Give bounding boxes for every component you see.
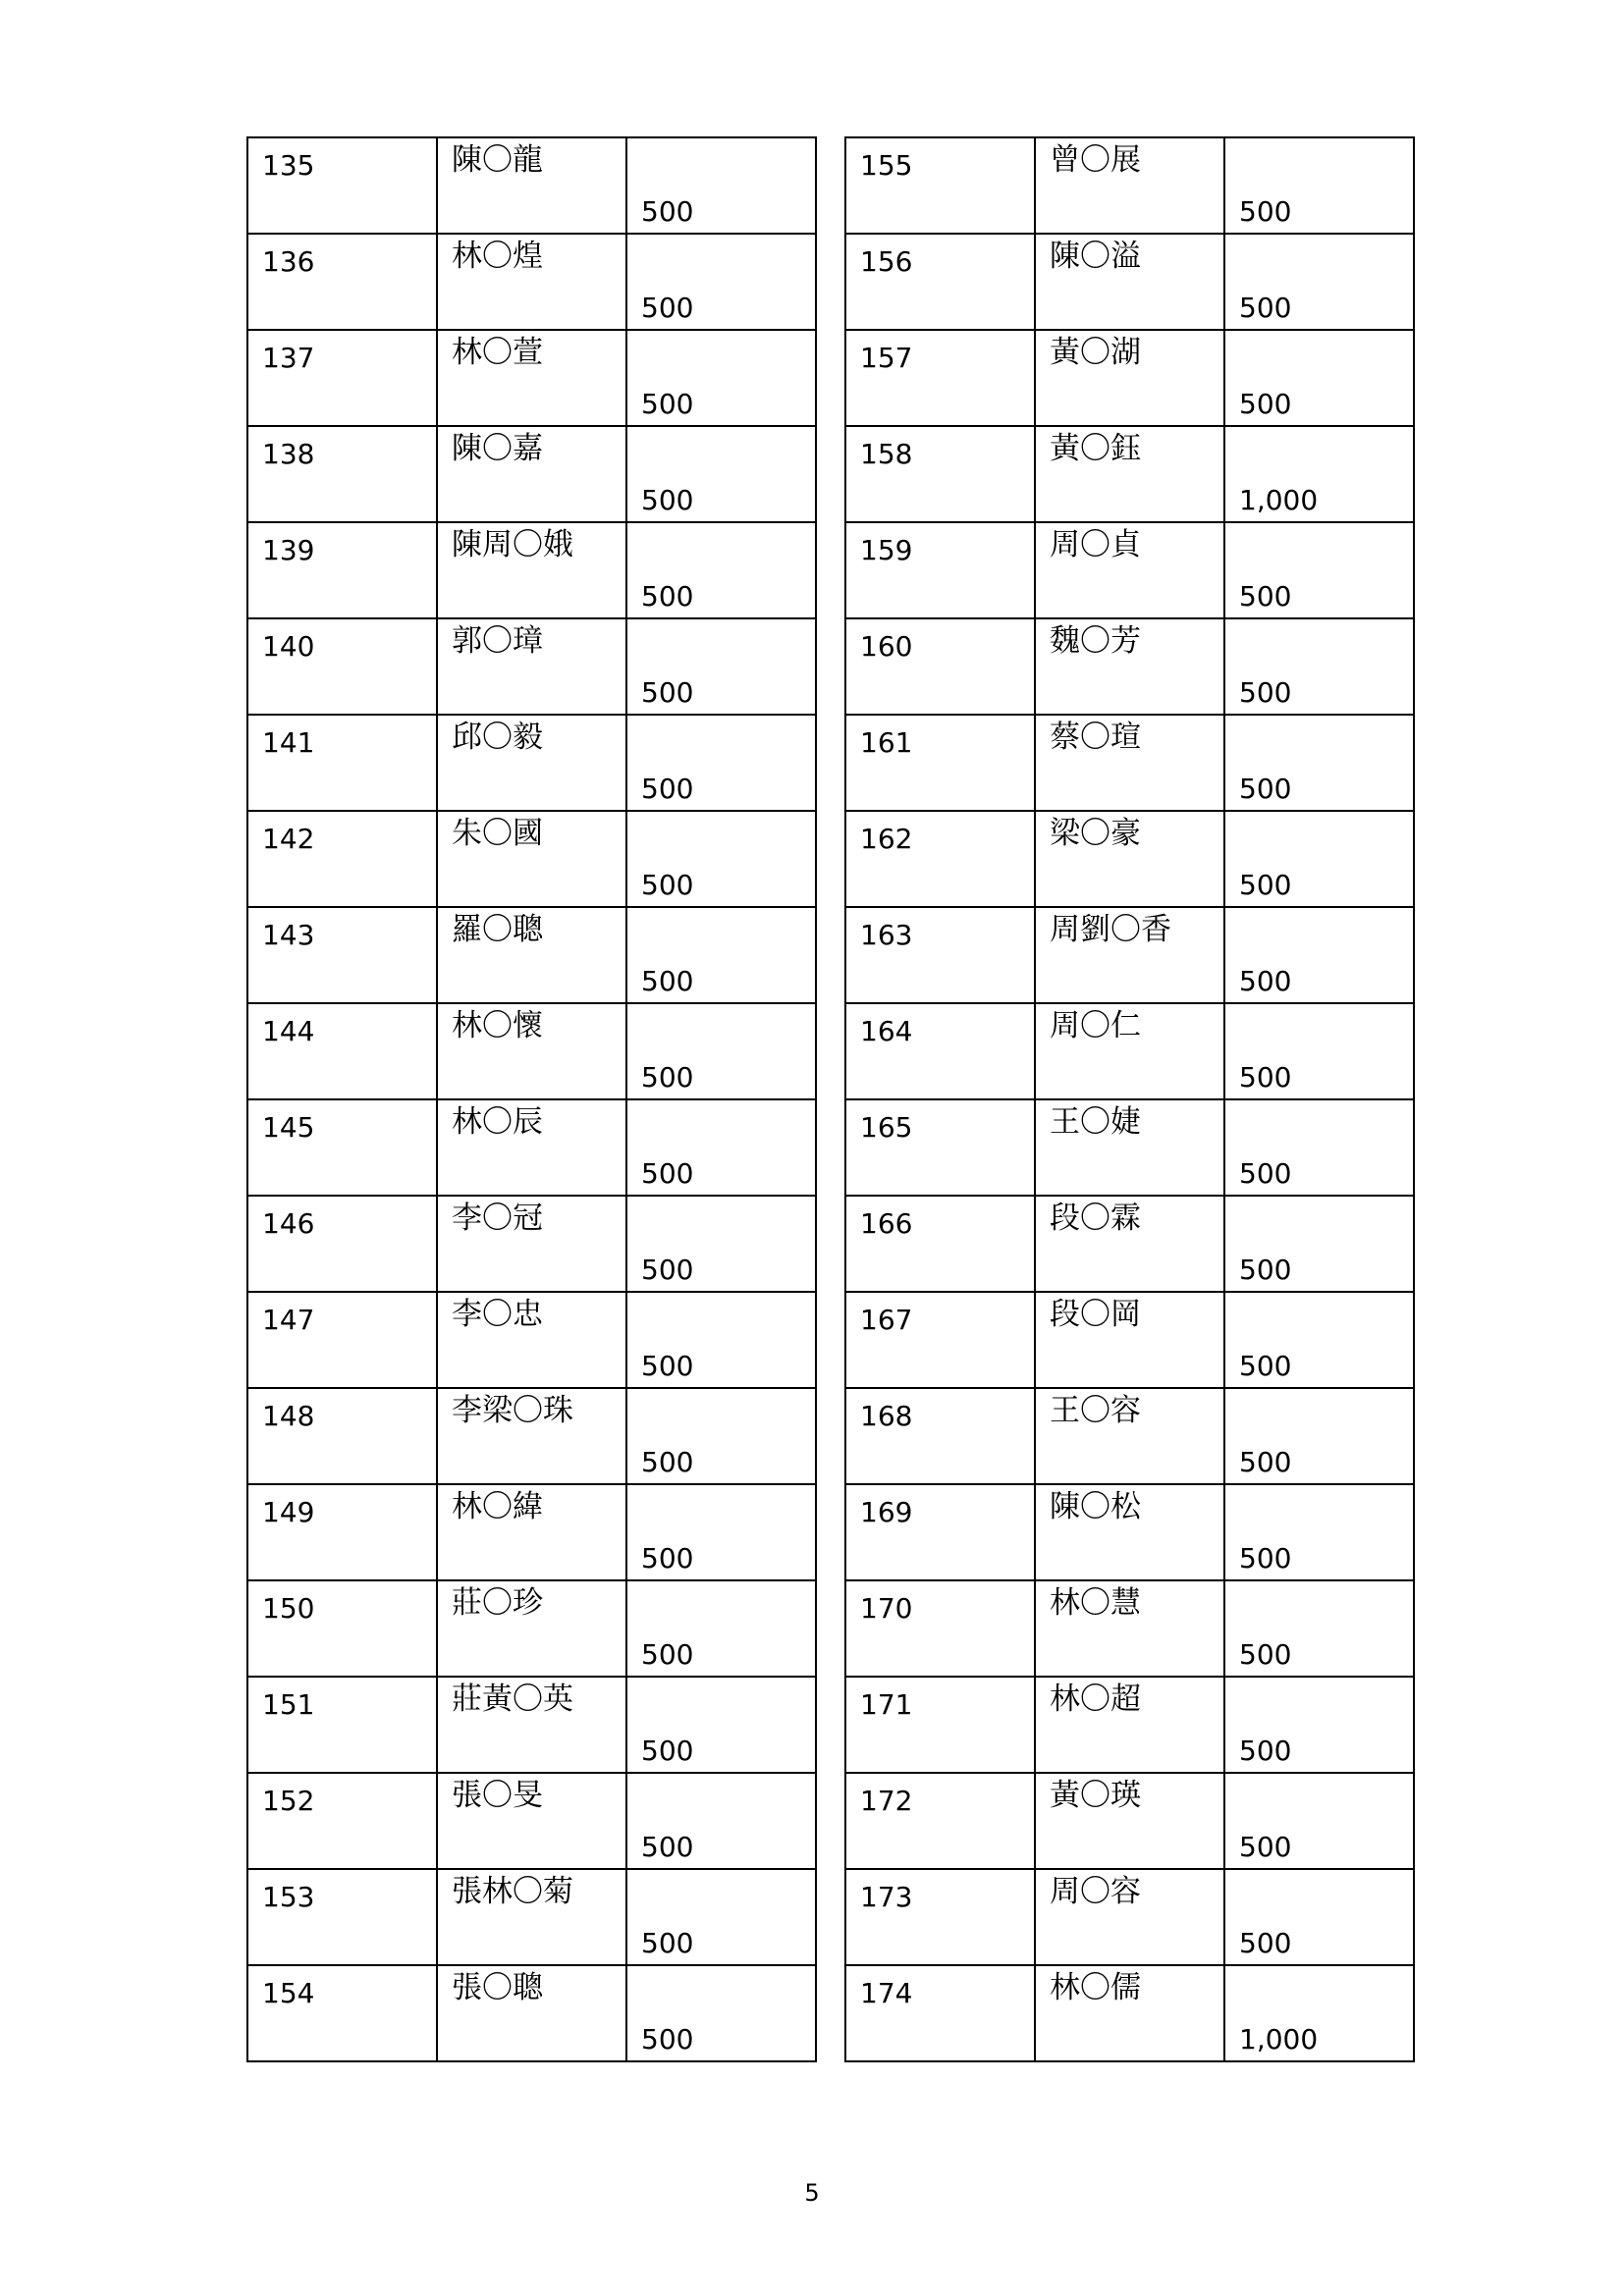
donor-name-cell: 張〇聰 [437,1965,626,2061]
row-number-cell: 155 [845,137,1035,234]
donor-name-cell: 張〇旻 [437,1773,626,1869]
row-number-cell: 166 [845,1196,1035,1292]
donor-name-cell: 朱〇國 [437,811,626,907]
table-row [247,1196,816,1292]
row-number-cell: 174 [845,1965,1035,2061]
amount-cell: 500 [626,1965,816,2061]
row-number-cell: 149 [247,1484,437,1580]
table-row [247,1773,816,1869]
donor-name-cell: 林〇懷 [437,1003,626,1099]
donor-name-cell: 段〇岡 [1035,1292,1224,1388]
row-number-cell: 157 [845,330,1035,426]
donor-name-cell: 李梁〇珠 [437,1388,626,1484]
table-row [247,234,816,330]
amount-cell: 1,000 [1224,426,1414,522]
table-row [845,1099,1414,1196]
donor-name-cell: 林〇儒 [1035,1965,1224,2061]
table-row [845,234,1414,330]
table-row [845,907,1414,1003]
donor-name-cell: 陳〇龍 [437,137,626,234]
table-row [247,618,816,715]
row-number-cell: 162 [845,811,1035,907]
donor-name-cell: 莊〇珍 [437,1580,626,1677]
table-row [247,715,816,811]
donor-name-cell: 周〇容 [1035,1869,1224,1965]
amount-cell: 500 [626,1773,816,1869]
donor-name-cell: 陳周〇娥 [437,522,626,618]
table-row [845,426,1414,522]
amount-cell: 500 [626,1869,816,1965]
row-number-cell: 156 [845,234,1035,330]
table-row [845,1869,1414,1965]
table-row [247,1003,816,1099]
amount-cell: 500 [1224,1099,1414,1196]
donor-name-cell: 段〇霖 [1035,1196,1224,1292]
table-row [247,1580,816,1677]
amount-cell: 500 [626,1388,816,1484]
row-number-cell: 148 [247,1388,437,1484]
table-row [247,811,816,907]
amount-cell: 500 [626,1196,816,1292]
amount-cell: 500 [1224,907,1414,1003]
row-number-cell: 170 [845,1580,1035,1677]
donor-name-cell: 林〇萱 [437,330,626,426]
row-number-cell: 140 [247,618,437,715]
row-number-cell: 158 [845,426,1035,522]
row-number-cell: 151 [247,1677,437,1773]
row-number-cell: 161 [845,715,1035,811]
amount-cell: 500 [1224,234,1414,330]
table-row [845,1388,1414,1484]
donor-name-cell: 陳〇松 [1035,1484,1224,1580]
row-number-cell: 141 [247,715,437,811]
table-row [247,426,816,522]
table-row [845,715,1414,811]
amount-cell: 500 [1224,137,1414,234]
row-number-cell: 135 [247,137,437,234]
table-row [247,1484,816,1580]
table-row [845,1003,1414,1099]
donor-name-cell: 李〇冠 [437,1196,626,1292]
table-row [247,1099,816,1196]
table-row [845,522,1414,618]
donor-name-cell: 邱〇毅 [437,715,626,811]
amount-cell: 500 [1224,522,1414,618]
amount-cell: 500 [626,1484,816,1580]
table-row [247,1965,816,2061]
donor-name-cell: 陳〇嘉 [437,426,626,522]
donor-name-cell: 周〇貞 [1035,522,1224,618]
table-row [845,618,1414,715]
row-number-cell: 171 [845,1677,1035,1773]
row-number-cell: 144 [247,1003,437,1099]
table-row [845,137,1414,234]
donor-name-cell: 林〇慧 [1035,1580,1224,1677]
table-row [845,1965,1414,2061]
amount-cell: 500 [626,330,816,426]
table-row [247,1292,816,1388]
amount-cell: 500 [1224,1484,1414,1580]
row-number-cell: 152 [247,1773,437,1869]
row-number-cell: 159 [845,522,1035,618]
donor-name-cell: 張林〇菊 [437,1869,626,1965]
table-row [845,1580,1414,1677]
amount-cell: 500 [626,1292,816,1388]
donor-name-cell: 林〇辰 [437,1099,626,1196]
row-number-cell: 173 [845,1869,1035,1965]
donor-name-cell: 郭〇璋 [437,618,626,715]
amount-cell: 500 [1224,1388,1414,1484]
row-number-cell: 168 [845,1388,1035,1484]
table-row [247,137,816,234]
amount-cell: 500 [626,811,816,907]
donor-name-cell: 王〇婕 [1035,1099,1224,1196]
right-table-body [845,137,1414,2061]
row-number-cell: 163 [845,907,1035,1003]
amount-cell: 1,000 [1224,1965,1414,2061]
amount-cell: 500 [626,907,816,1003]
table-row [845,1773,1414,1869]
table-row [845,1677,1414,1773]
left-table-body [247,137,816,2061]
donor-name-cell: 林〇煌 [437,234,626,330]
row-number-cell: 160 [845,618,1035,715]
row-number-cell: 150 [247,1580,437,1677]
table-row [845,811,1414,907]
donor-name-cell: 王〇容 [1035,1388,1224,1484]
amount-cell: 500 [1224,1196,1414,1292]
row-number-cell: 138 [247,426,437,522]
amount-cell: 500 [1224,811,1414,907]
amount-cell: 500 [626,426,816,522]
table-row [247,522,816,618]
row-number-cell: 139 [247,522,437,618]
amount-cell: 500 [1224,1773,1414,1869]
amount-cell: 500 [626,715,816,811]
row-number-cell: 142 [247,811,437,907]
donor-name-cell: 林〇超 [1035,1677,1224,1773]
donor-name-cell: 梁〇豪 [1035,811,1224,907]
amount-cell: 500 [1224,1869,1414,1965]
donor-name-cell: 莊黃〇英 [437,1677,626,1773]
table-row [247,1388,816,1484]
row-number-cell: 172 [845,1773,1035,1869]
row-number-cell: 147 [247,1292,437,1388]
donor-name-cell: 周〇仁 [1035,1003,1224,1099]
amount-cell: 500 [1224,715,1414,811]
amount-cell: 500 [1224,618,1414,715]
donor-name-cell: 周劉〇香 [1035,907,1224,1003]
amount-cell: 500 [626,137,816,234]
table-row [247,1677,816,1773]
amount-cell: 500 [1224,1677,1414,1773]
table-row [845,1292,1414,1388]
amount-cell: 500 [626,1003,816,1099]
row-number-cell: 165 [845,1099,1035,1196]
donor-name-cell: 李〇忠 [437,1292,626,1388]
amount-cell: 500 [626,1099,816,1196]
table-row [845,1196,1414,1292]
amount-cell: 500 [626,522,816,618]
donor-name-cell: 蔡〇瑄 [1035,715,1224,811]
page-number: 5 [804,2179,820,2207]
amount-cell: 500 [626,1677,816,1773]
table-row [247,330,816,426]
donor-name-cell: 陳〇溢 [1035,234,1224,330]
row-number-cell: 137 [247,330,437,426]
donor-name-cell: 林〇緯 [437,1484,626,1580]
table-row [247,1869,816,1965]
row-number-cell: 154 [247,1965,437,2061]
row-number-cell: 153 [247,1869,437,1965]
row-number-cell: 164 [845,1003,1035,1099]
table-row [845,1484,1414,1580]
row-number-cell: 143 [247,907,437,1003]
row-number-cell: 136 [247,234,437,330]
donor-name-cell: 羅〇聰 [437,907,626,1003]
table-row [845,330,1414,426]
amount-cell: 500 [1224,1003,1414,1099]
amount-cell: 500 [626,618,816,715]
donor-name-cell: 黃〇鈺 [1035,426,1224,522]
row-number-cell: 146 [247,1196,437,1292]
amount-cell: 500 [1224,330,1414,426]
amount-cell: 500 [626,1580,816,1677]
donor-name-cell: 魏〇芳 [1035,618,1224,715]
right-donor-table [844,136,1415,2062]
amount-cell: 500 [1224,1292,1414,1388]
amount-cell: 500 [1224,1580,1414,1677]
donor-name-cell: 黃〇湖 [1035,330,1224,426]
donor-name-cell: 曾〇展 [1035,137,1224,234]
table-row [247,907,816,1003]
row-number-cell: 167 [845,1292,1035,1388]
amount-cell: 500 [626,234,816,330]
left-donor-table [246,136,817,2062]
row-number-cell: 145 [247,1099,437,1196]
row-number-cell: 169 [845,1484,1035,1580]
donor-name-cell: 黃〇瑛 [1035,1773,1224,1869]
